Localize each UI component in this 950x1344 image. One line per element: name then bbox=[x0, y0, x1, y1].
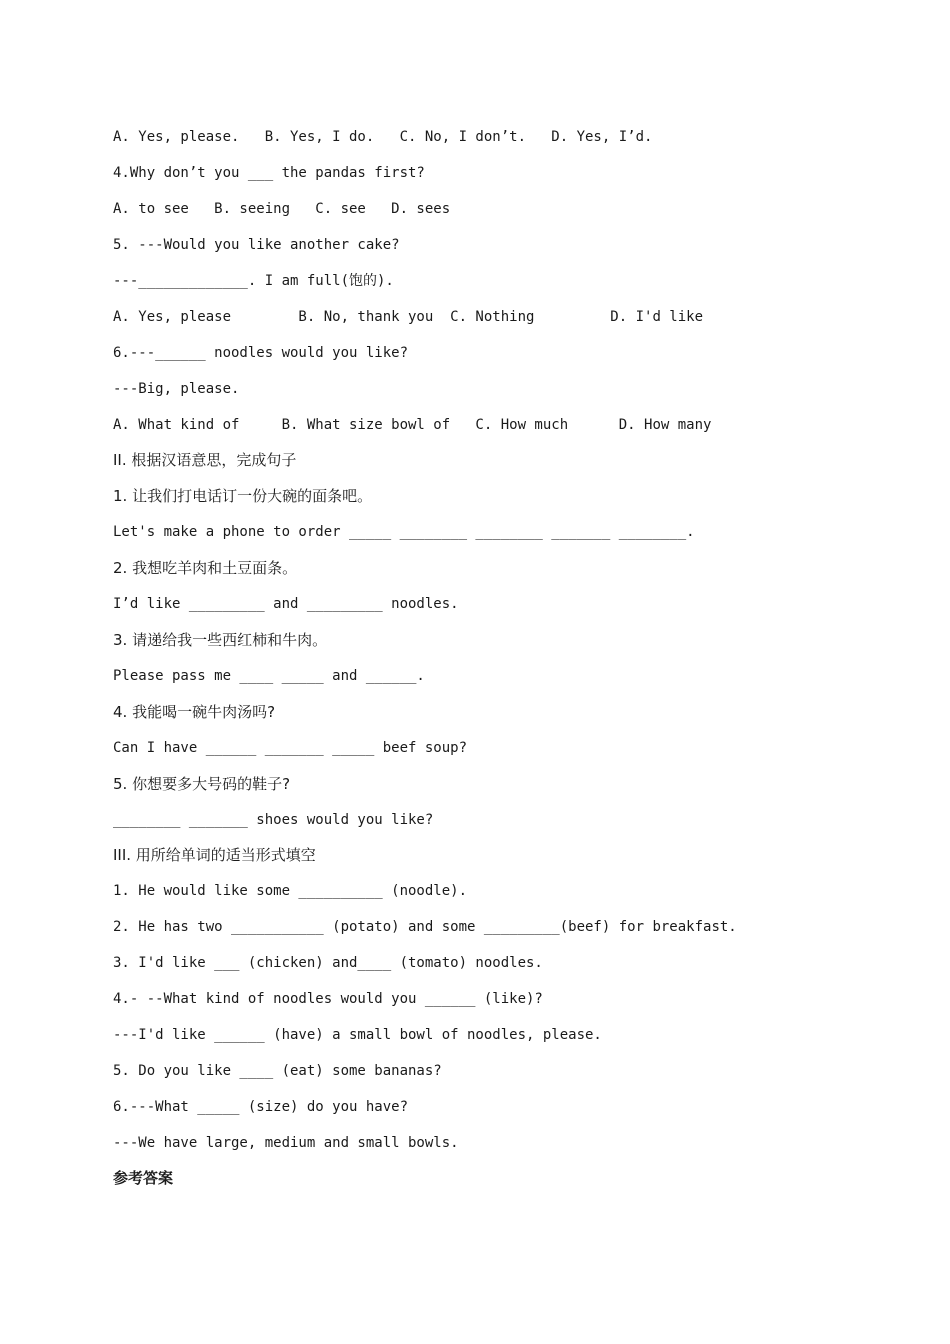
iii-2: 2. He has two ___________ (potato) and some _________(beef) for breakfast. bbox=[113, 919, 737, 935]
section-iii-heading: III. 用所给单词的适当形式填空 bbox=[113, 846, 316, 864]
iii-6-answer: ---We have large, medium and small bowls. bbox=[113, 1135, 459, 1151]
ii-4-blank-line: Can I have ______ _______ _____ beef soup? bbox=[113, 740, 468, 756]
q5-options: A. Yes, please B. No, thank you C. Nothing D. I'd like bbox=[113, 309, 704, 325]
ii-5-prompt: 5. 你想要多大号码的鞋子? bbox=[113, 775, 291, 793]
ii-2-blank-line: I’d like _________ and _________ noodles. bbox=[113, 596, 459, 612]
iii-6-question: 6.---What _____ (size) do you have? bbox=[113, 1099, 409, 1115]
ii-4-prompt: 4. 我能喝一碗牛肉汤吗? bbox=[113, 703, 276, 721]
q3-options: A. Yes, please. B. Yes, I do. C. No, I don’t. D. Yes, I’d. bbox=[113, 129, 653, 145]
q4-question: 4.Why don’t you ___ the pandas first? bbox=[113, 165, 425, 181]
iii-5: 5. Do you like ____ (eat) some bananas? bbox=[113, 1063, 442, 1079]
iii-3: 3. I'd like ___ (chicken) and____ (tomato) noodles. bbox=[113, 955, 543, 971]
q4-options: A. to see B. seeing C. see D. sees bbox=[113, 201, 451, 217]
q6-options: A. What kind of B. What size bowl of C. How much D. How many bbox=[113, 417, 712, 433]
ii-2-prompt: 2. 我想吃羊肉和土豆面条。 bbox=[113, 559, 298, 577]
iii-1: 1. He would like some __________ (noodle). bbox=[113, 883, 468, 899]
q5-answer-line: ---_____________. I am full(饱的). bbox=[113, 273, 394, 289]
ii-3-blank-line: Please pass me ____ _____ and ______. bbox=[113, 668, 425, 684]
q5-question: 5. ---Would you like another cake? bbox=[113, 237, 400, 253]
ii-1-blank-line: Let's make a phone to order _____ ________ ________ _______ ________. bbox=[113, 524, 695, 540]
answer-key-heading: 参考答案 bbox=[113, 1169, 174, 1187]
ii-1-prompt: 1. 让我们打电话订一份大碗的面条吧。 bbox=[113, 487, 373, 505]
q6-question: 6.---______ noodles would you like? bbox=[113, 345, 409, 361]
section-ii-heading: II. 根据汉语意思，完成句子 bbox=[113, 451, 297, 469]
ii-5-blank-line: ________ _______ shoes would you like? bbox=[113, 812, 434, 828]
q6-answer-line: ---Big, please. bbox=[113, 381, 240, 397]
iii-4-answer: ---I'd like ______ (have) a small bowl of noodles, please. bbox=[113, 1027, 602, 1043]
iii-4-question: 4.- --What kind of noodles would you ______ (like)? bbox=[113, 991, 543, 1007]
ii-3-prompt: 3. 请递给我一些西红柿和牛肉。 bbox=[113, 631, 328, 649]
